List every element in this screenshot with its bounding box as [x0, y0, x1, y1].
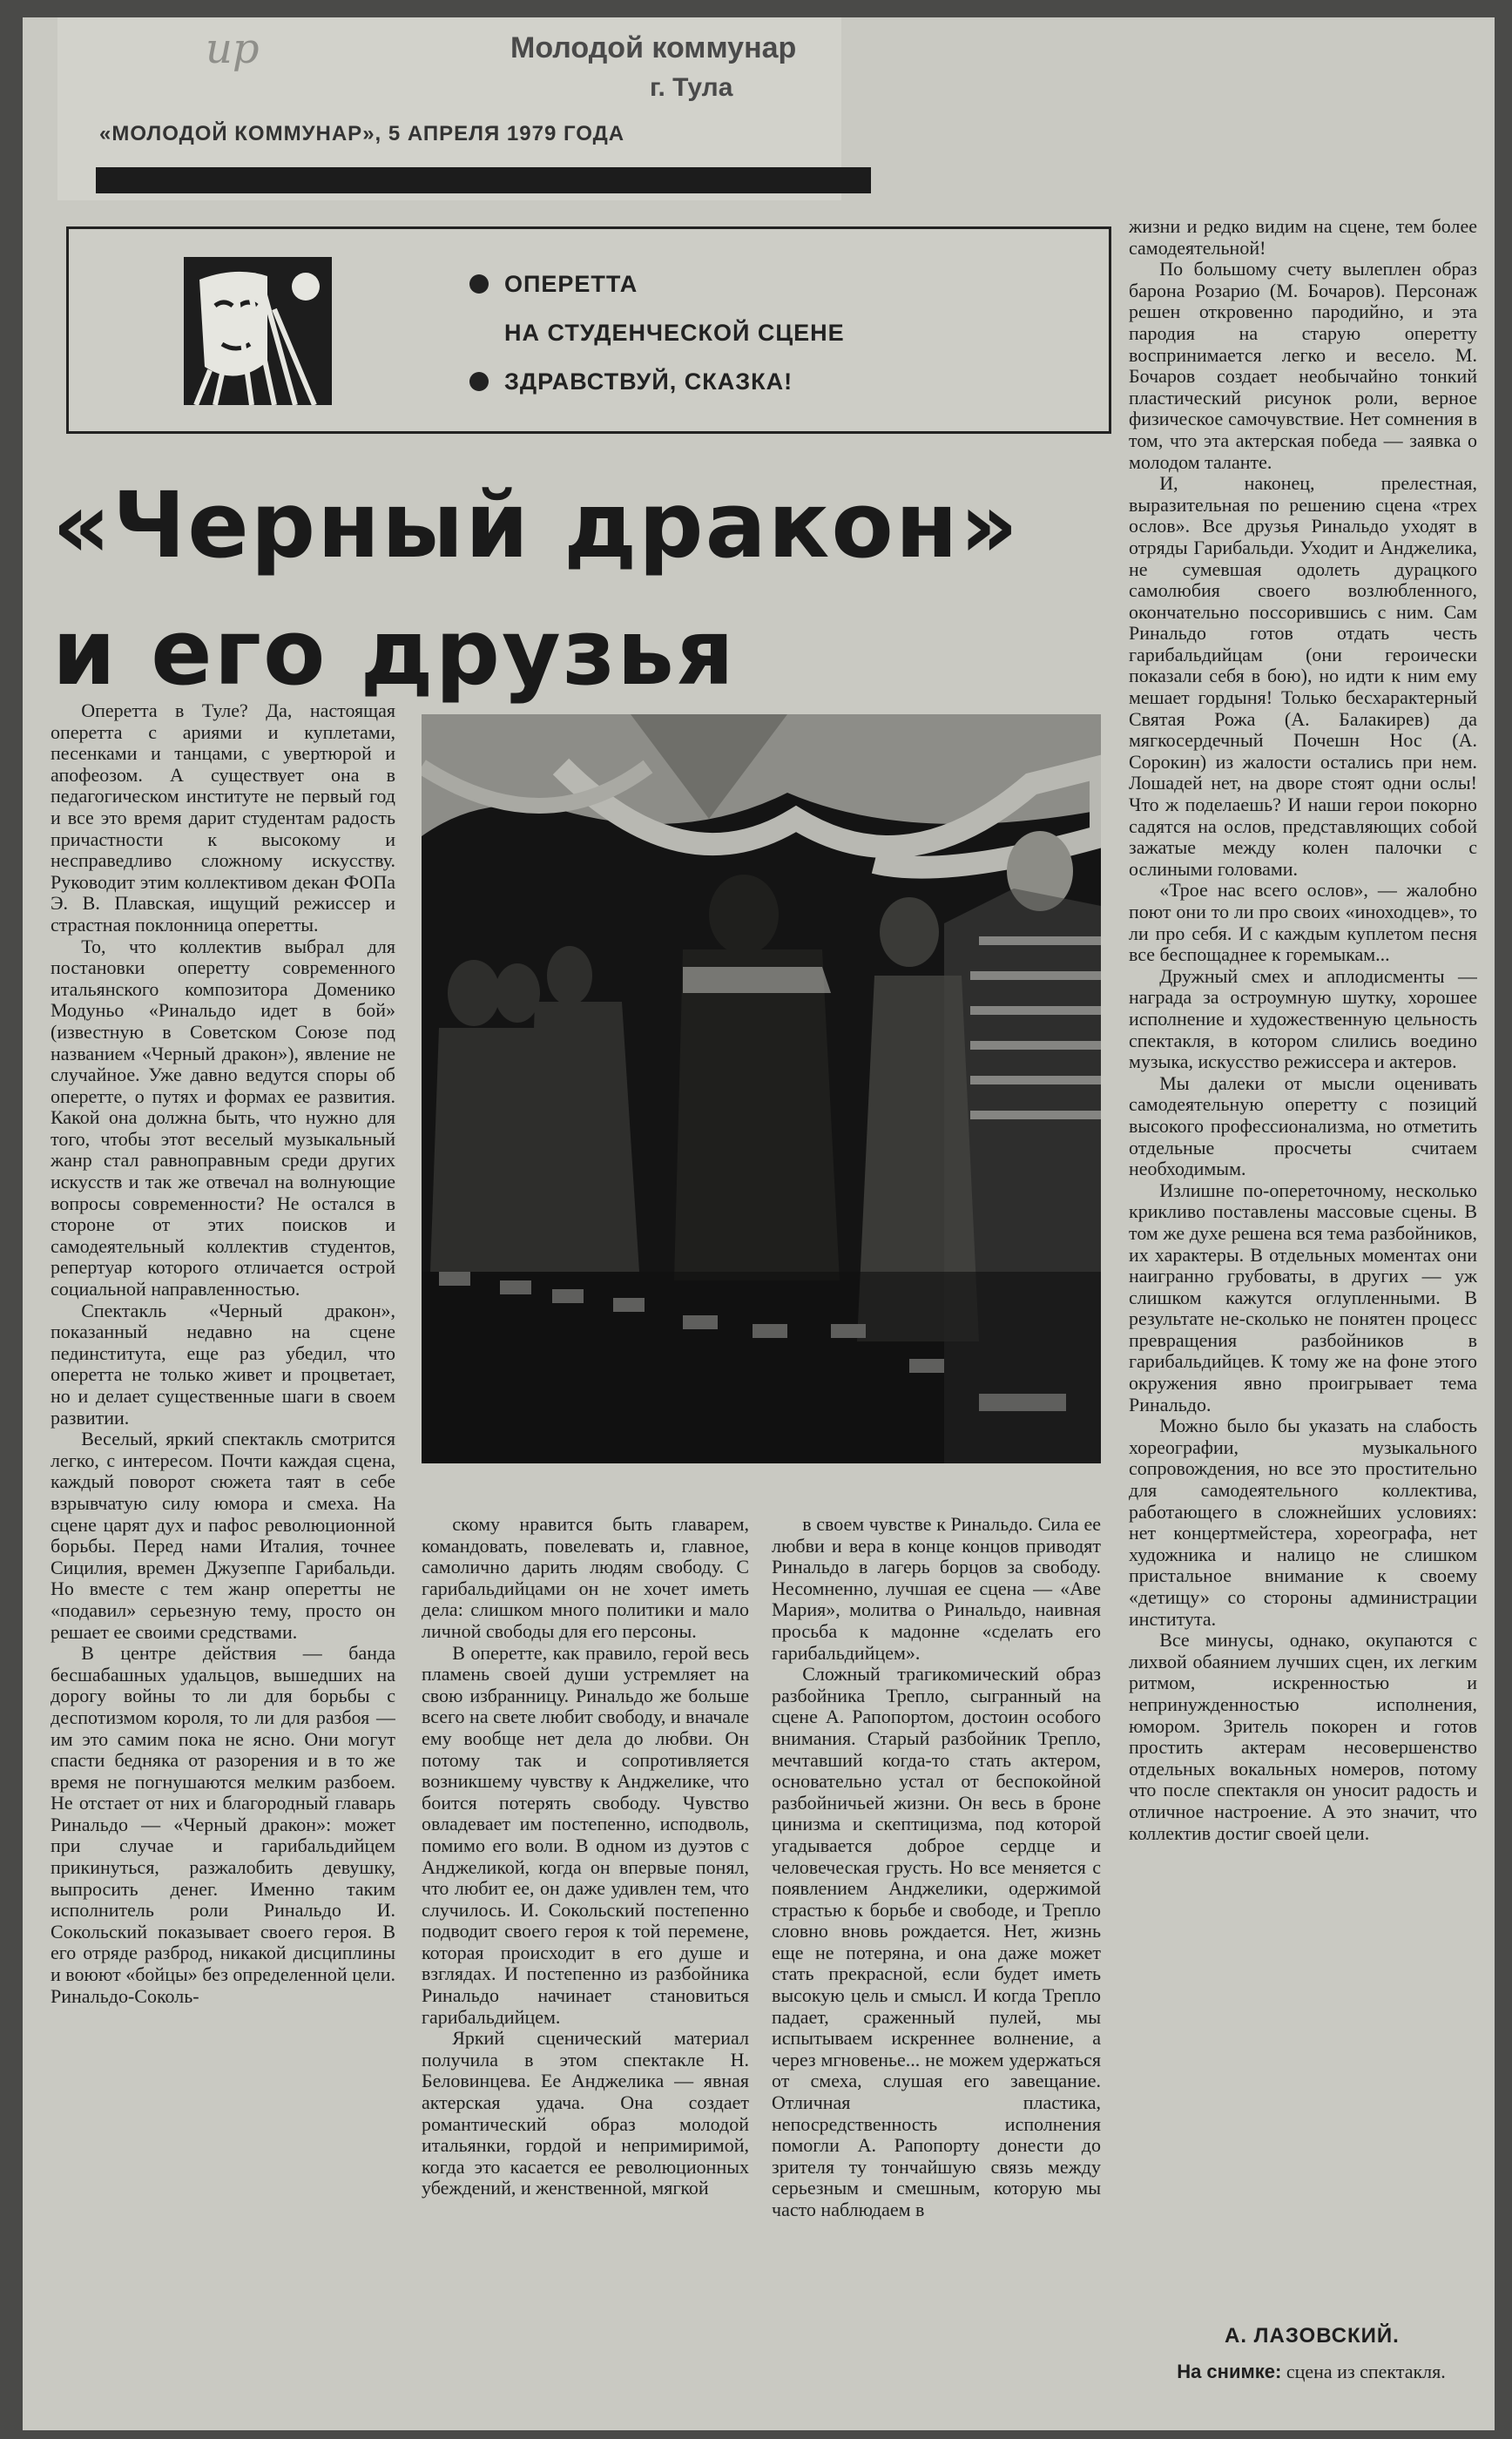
bullet-icon: [469, 372, 489, 391]
paragraph: жизни и редко видим на сцене, тем более самодеятельной!: [1129, 216, 1477, 259]
rubric-item-hello-fairytale: ЗДРАВСТВУЙ, СКАЗКА!: [469, 368, 793, 395]
handwritten-mark: ир: [206, 24, 260, 73]
article-headline: [52, 462, 1132, 716]
paragraph: в своем чувстве к Ринальдо. Сила ее любви и вера в конце концов приводят Ринальдо в лагерь борцов за свободу. Несомненно, лучшая ее сцена — «Аве Мария», молитва о Ринальдо, наивная просьба к мадонне «сделать его гарибальдийцем».: [772, 1514, 1101, 1664]
photo-caption: [1146, 2361, 1477, 2382]
paragraph: Сложный трагикомический образ разбойника Трепло, сыгранный на сцене А. Рапопортом, достоин особого внимания. Старый разбойник Трепло, мечтавший когда-то стать актером, основательно устал от беспокойной разбойничьей жизни. Он весь в броне цинизма и скептицизма, под которой угадывается доброе сердце и человеческая грусть. Но все меняется с появлением Анджелики, одержимой страстью к борьбе и свободе, и Трепло словно вновь рождается. Нет, жизнь еще не потеряна, и она даже может стать прекрасной, если будет иметь высокую цель и смысл. И когда Трепло падает, сраженный пулей, мы испытываем искреннее волнение, а через мгновенье... не можем удержаться от смеха, слушая его завещание. Отличная пластика, непосредственность исполнения помогли А. Рапопорту донести до зрителя ту тончайшую связь между серьезным и смешным, которую мы часто наблюдаем в: [772, 1663, 1101, 2220]
caption-text: сцена из спектакля.: [1286, 2361, 1446, 2382]
clipping-slip: [57, 17, 841, 200]
publication-date-line: «МОЛОДОЙ КОММУНАР», 5 АПРЕЛЯ 1979 ГОДА: [99, 122, 625, 145]
theatre-masks-icon: [184, 257, 332, 405]
paragraph: В центре действия — банда бесшабашных удальцов, вышедших на дорогу войны то ли для борьбы с деспотизмом короля, то ли для разбоя — им это самим пока не ясно. Они могут спасти бедняка от разорения и в то же время не погнушаются мелким разбоем. Не отстает от них и благородный главарь Ринальдо — «Черный дракон»: может при случае и гарибальдийцем прикинуться, разжалобить девушку, выпросить денег. Именно таким исполнитель роли Ринальдо И. Сокольский показывает своего героя. В его отряде разброд, никакой дисциплины и воюют «бойцы» без определенной цели. Ринальдо-Соколь-: [51, 1642, 395, 2007]
paragraph: Оперетта в Туле? Да, настоящая оперетта с ариями и куплетами, песенками и танцами, с увертюрой и апофеозом. А существует она в педагогическом институте не первый год и все это время дарит студентам радость причастности к высокому и несправедливо сложному искусству. Руководит этим коллективом декан ФОПа Э. В. Плавская, ищущий режиссер и страстная поклонница оперетты.: [51, 700, 395, 936]
caption-label: На снимке:: [1177, 2361, 1282, 2382]
stage-photo: [422, 714, 1101, 1463]
header-rule: [96, 167, 871, 193]
headline-line-1: «Черный дракон»: [52, 472, 1020, 578]
headline-line-2: и его друзья: [52, 599, 736, 706]
author-signature: А. ЛАЗОВСКИЙ.: [1225, 2324, 1400, 2348]
article-column-3: [772, 1514, 1101, 2411]
paragraph: По большому счету вылеплен образ барона Розарио (М. Бочаров). Персонаж решен откровенно пародийно, и эта пародия на старую оперетту воспринимается легко и весело. М. Бочаров создает необычайно тонкий пластический рисунок роли, верное физическое самочувствие. Нет сомнения в том, что эта актерская победа — заявка о молодом таланте.: [1129, 258, 1477, 473]
paragraph: Все минусы, однако, окупаются с лихвой обаянием лучших сцен, их легким ритмом, искренностью и непринужденностью исполнения, юмором. Зритель покорен и готов простить актерам несовершенство отдельных вокальных номеров, потому что после спектакля он уносит радость и отличное настроение. А это значит, что коллектив достиг своей цели.: [1129, 1629, 1477, 1844]
paragraph: Излишне по-опереточному, несколько крикливо поставлены массовые сцены. В том же духе решена вся тема разбойников, их характеры. В отдельных моментах они наигранно грубоваты, в других — уж слишком кажутся оглупленными. В результате не-сколько не понятен процесс превращения разбойников в гарибальдийцев. К тому же на фоне этого окружения явно проигрывает тема Ринальдо.: [1129, 1179, 1477, 1415]
paragraph: Можно было бы указать на слабость хореографии, музыкального сопровождения, но все это простительно для самодеятельного коллектива, работающего в сложнейших условиях: нет концертмейстера, хореографа, нет художника и налицо не слишком пристальное внимание к своему «детищу» со стороны администрации института.: [1129, 1415, 1477, 1630]
clipping-sheet: [23, 17, 1495, 2430]
rubric-item-operetta: ОПЕРЕТТА: [469, 271, 638, 298]
rubric-box: [66, 226, 1111, 434]
paragraph: И, наконец, прелестная, выразительная по решению сцена «трех ослов». Все друзья Ринальдо уходят в отряды Гарибальди. Уходит и Анджелика, не сумевшая одолеть дурацкого самолюбия своего возлюбленного, окончательно поссорившись с ним. Сам Ринальдо готов отдать честь гарибальдийцам (они героически показали себя в бою), но идти к ним ему мешает гордыня! Только бесхарактерный Святая Рожа (А. Балакирев) да мягкосердечный Почешн Нос (А. Сорокин) из жалости остались при нем. Лошадей нет, на дворе стоят одни ослы! Что ж поделаешь? И наши герои покорно садятся на ослов, представляющих собой зажатые между колен палочки с ослиными головами.: [1129, 472, 1477, 880]
bullet-icon: [469, 274, 489, 294]
paragraph: В оперетте, как правило, герой весь пламень своей души устремляет на свою избранницу. Ринальдо же больше всего на свете любит свободу, и вначале ему вообще нет дела до любви. Он потому так и сопротивляется возникшему чувству к Анджелике, что боится потерять свободу. Чувство овладевает им постепенно, исподволь, помимо его воли. В одном из дуэтов с Анджеликой, когда он впервые понял, что любит ее, он даже удивлен тем, что случилось. И. Сокольский постепенно подводит своего героя к той перемене, которая происходит в его душе и взглядах. И постепенно из разбойника Ринальдо начинает становиться гарибальдийцем.: [422, 1641, 749, 2028]
paragraph: Спектакль «Черный дракон», показанный недавно на сцене пединститута, еще раз убедил, что оперетта не только живет и процветает, но и делает существенные шаги в своем развитии.: [51, 1299, 395, 1429]
paragraph: То, что коллектив выбрал для постановки оперетту современного итальянского композитора Доменико Модуньо «Ринальдо идет в бой» (известную в Советском Союзе под названием «Черный дракон»), явление не случайное. Уже давно ведутся споры об оперетте, о путях и формах ее развития. Какой она должна быть, что нужно для того, чтобы этот веселый музыкальный жанр стал равноправным среди других искусств и так же отвечал на волнующие вопросы современности? Не остался в стороне от этих поисков и самодеятельный коллектив студентов, репертуар которого отличается острой социальной направленностью.: [51, 935, 395, 1301]
article-column-1: [51, 700, 395, 2408]
paragraph: Дружный смех и аплодисменты — награда за остроумную шутку, хорошее исполнение и художественную цельность спектакля, в котором слились воедино музыка, искусство режиссера и актеров.: [1129, 964, 1477, 1073]
article-column-4: [1129, 216, 1477, 2324]
article-column-2: [422, 1514, 749, 2411]
rubric-item-student-stage: НА СТУДЕНЧЕСКОЙ СЦЕНЕ: [504, 320, 845, 346]
paragraph: Мы далеки от мысли оценивать самодеятельную оперетту с позиций высокого профессионализма, но отметить отдельные просчеты считаем необходимым.: [1129, 1071, 1477, 1180]
paragraph: «Трое нас всего ослов», — жалобно поют они то ли про своих «иноходцев», то ли про себя. И с каждым куплетом песня все беспощаднее к горемыкам...: [1129, 879, 1477, 966]
stamp-city: г. Тула: [650, 73, 733, 102]
paragraph: Веселый, яркий спектакль смотрится легко, с интересом. Почти каждая сцена, каждый поворот сюжета таят в себе взрывчатую силу юмора и смеха. На сцене царят дух и пафос революционной борьбы. Перед нами Италия, точнее Сицилия, времен Джузеппе Гарибальди. Но вместе с тем жанр оперетты не «подавил» серьезную тему, просто он решает ее своими средствами.: [51, 1428, 395, 1643]
stamp-newspaper-name: Молодой коммунар: [510, 31, 797, 64]
paragraph: Яркий сценический материал получила в этом спектакле Н. Беловинцева. Ее Анджелика — явная актерская удача. Она создает романтический образ молодой итальянки, гордой и непримиримой, когда это касается ее революционных убеждений, и женственной, мягкой: [422, 2027, 749, 2199]
paragraph: скому нравится быть главарем, командовать, повелевать и, главное, самолично дарить людям свободу. С гарибальдийцами он не хочет иметь дела: слишком много политики и мало личной свободы для его персоны.: [422, 1514, 749, 1642]
